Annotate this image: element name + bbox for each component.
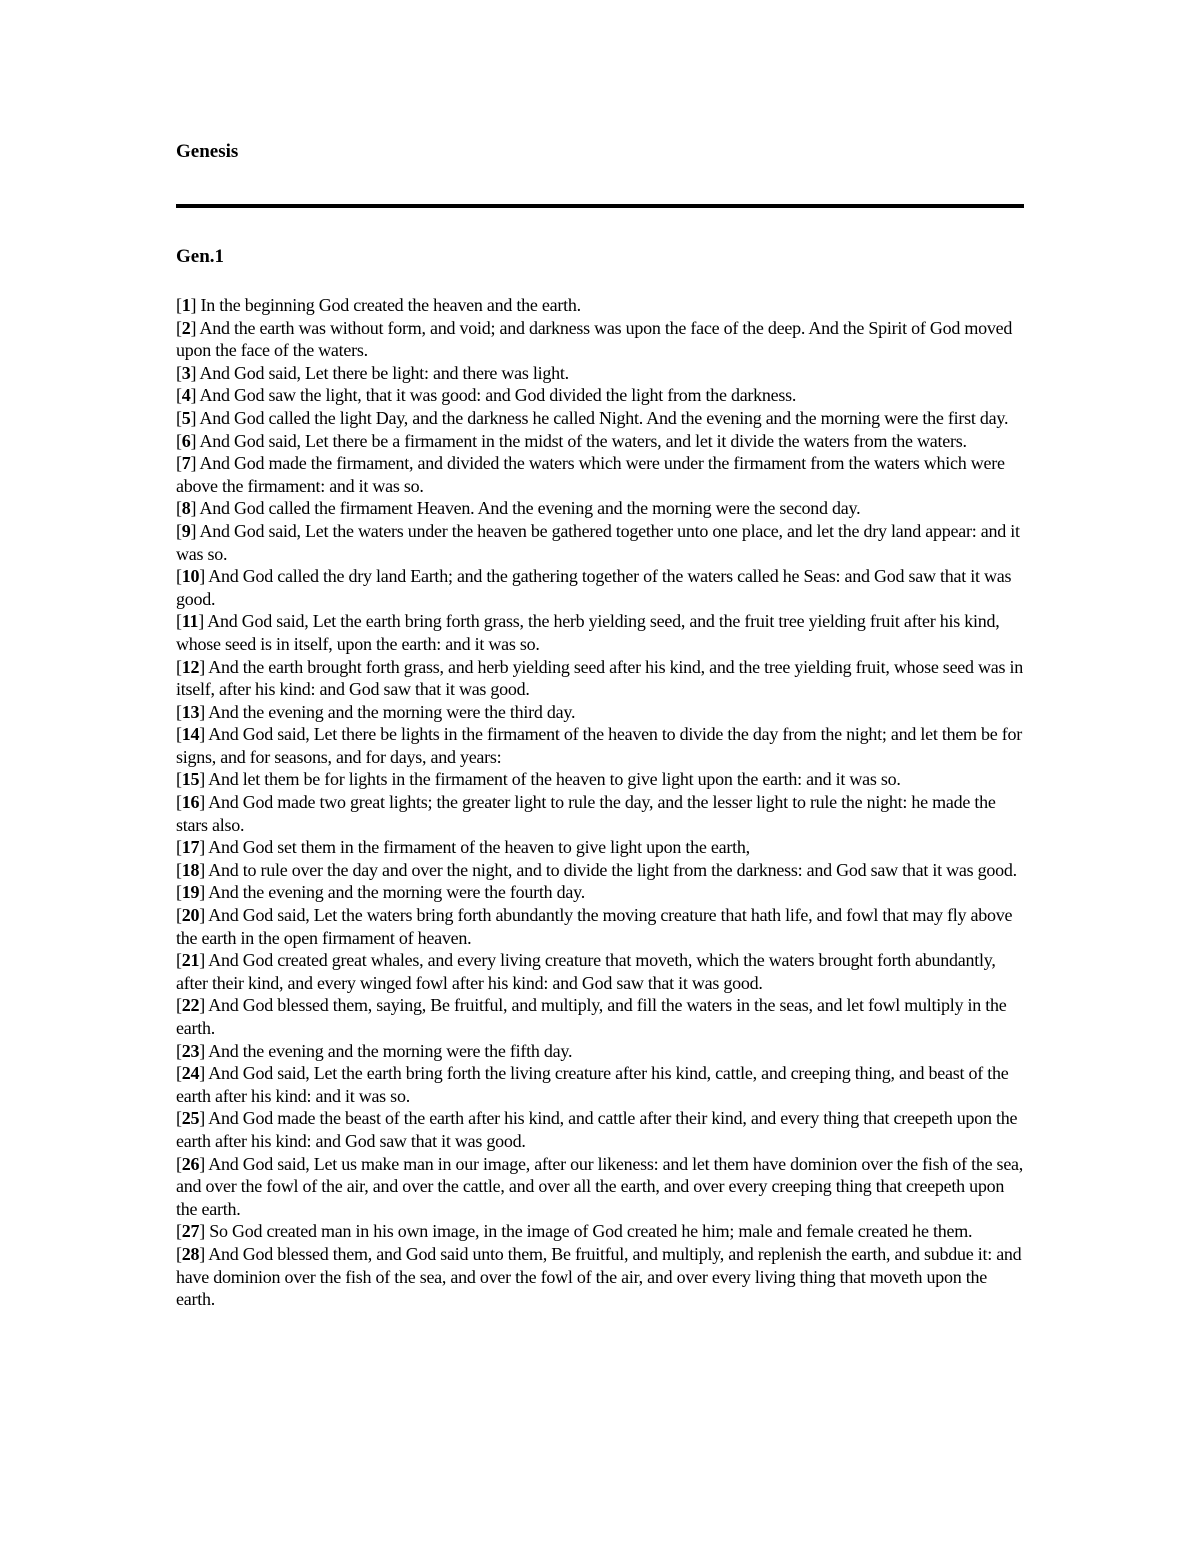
verse-number: 28: [181, 1243, 200, 1264]
verse-text: In the beginning God created the heaven and the earth.: [200, 295, 581, 315]
verse-number: 5: [181, 407, 191, 428]
verse-text: And God made the firmament, and divided the waters which were under the firmament from the waters which were above the firmament: and it was so.: [176, 453, 1005, 496]
verse: [14] And God said, Let there be lights in the firmament of the heaven to divide the day from the night; and let them be for signs, and for seasons, and for days, and years:: [176, 724, 1023, 767]
verse: [27] So God created man in his own image, in the image of God created he him; male and female created he them.: [176, 1221, 973, 1242]
verse: [20] And God said, Let the waters bring forth abundantly the moving creature that hath life, and fowl that may fly above the earth in the open firmament of heaven.: [176, 905, 1013, 948]
verse: [26] And God said, Let us make man in our image, after our likeness: and let them have dominion over the fish of the sea, and over the fowl of the air, and over the cattle, and over all the earth, and over every creeping thing that creepeth upon the earth.: [176, 1153, 1024, 1219]
verse-text: And God said, Let there be light: and there was light.: [199, 362, 569, 383]
verse: [22] And God blessed them, saying, Be fruitful, and multiply, and fill the waters in the seas, and let fowl multiply in the earth.: [176, 995, 1007, 1038]
verse: [5] And God called the light Day, and the darkness he called Night. And the evening and the morning were the first day.: [176, 407, 1009, 428]
verse: [21] And God created great whales, and every living creature that moveth, which the waters brought forth abundantly, after their kind, and every winged fowl after his kind: and God saw that it was good.: [176, 950, 996, 993]
verse-number: 22: [181, 995, 200, 1016]
verse-number: 10: [181, 566, 200, 587]
verse-number: 23: [181, 1040, 200, 1061]
verse: [17] And God set them in the firmament of the heaven to give light upon the earth,: [176, 837, 750, 858]
verse-text: And God blessed them, and God said unto them, Be fruitful, and multiply, and replenish the earth, and subdue it: and have dominion over the fish of the sea, and over the fowl of the air, and over every living thing that moveth upon the earth.: [176, 1243, 1022, 1310]
book-title: Genesis: [176, 141, 239, 162]
verse-text: And the evening and the morning were the fifth day.: [208, 1040, 573, 1061]
verse: [10] And God called the dry land Earth; and the gathering together of the waters called he Seas: and God saw that it was good.: [176, 566, 1012, 609]
verse-number: 16: [181, 792, 200, 813]
verse-text: And God set them in the firmament of the heaven to give light upon the earth,: [208, 837, 750, 858]
verse-number: 7: [181, 453, 191, 474]
verse-number: 20: [181, 905, 200, 926]
verse-text: And the evening and the morning were the fourth day.: [208, 882, 585, 903]
verse-number: 26: [181, 1153, 200, 1174]
verse: [28] And God blessed them, and God said unto them, Be fruitful, and multiply, and replenish the earth, and subdue it: and have dominion over the fish of the sea, and over the fowl of the air, and over every living thing that moveth upon the earth.: [176, 1243, 1022, 1310]
verse: [3] And God said, Let there be light: and there was light.: [176, 362, 569, 383]
verse-text: And to rule over the day and over the night, and to divide the light from the darkness: and God saw that it was good.: [208, 859, 1017, 880]
verse: [6] And God said, Let there be a firmament in the midst of the waters, and let it divide the waters from the waters.: [176, 430, 967, 451]
verse-number: 1: [181, 295, 191, 315]
verse-number: 2: [181, 317, 191, 338]
verse-number: 8: [181, 498, 191, 519]
verse: [7] And God made the firmament, and divided the waters which were under the firmament from the waters which were above the firmament: and it was so.: [176, 453, 1005, 496]
verse-number: 12: [181, 656, 200, 677]
verse: [15] And let them be for lights in the firmament of the heaven to give light upon the earth: and it was so.: [176, 769, 901, 790]
verse: [4] And God saw the light, that it was good: and God divided the light from the darkness.: [176, 385, 797, 406]
verse-number: 13: [181, 701, 200, 722]
verse: [2] And the earth was without form, and void; and darkness was upon the face of the deep. And the Spirit of God moved upon the face of the waters.: [176, 317, 1013, 361]
verse-number: 27: [181, 1221, 200, 1242]
verse: [16] And God made two great lights; the greater light to rule the day, and the lesser light to rule the night: he made the stars also.: [176, 792, 996, 835]
verse-number: 25: [181, 1108, 200, 1129]
verse-text: And God said, Let the waters under the heaven be gathered together unto one place, and let the dry land appear: and it was so.: [176, 520, 1020, 564]
verse-text: And God said, Let the earth bring forth grass, the herb yielding seed, and the fruit tree yielding fruit after his kind, whose seed is in itself, upon the earth: and it was so.: [176, 611, 1000, 654]
chapter-title: Gen.1: [176, 246, 225, 267]
horizontal-rule: [176, 204, 1024, 208]
verse-text: And God called the firmament Heaven. And the evening and the morning were the second day.: [199, 498, 861, 519]
verse-number: 19: [181, 882, 200, 903]
verse-text: And the evening and the morning were the third day.: [208, 701, 576, 722]
verse: [23] And the evening and the morning were the fifth day.: [176, 1040, 573, 1061]
verse-text: And God made the beast of the earth after his kind, and cattle after their kind, and every thing that creepeth upon the earth after his kind: and God saw that it was good.: [176, 1108, 1018, 1151]
verse: [19] And the evening and the morning were the fourth day.: [176, 882, 585, 903]
verse: [8] And God called the firmament Heaven. And the evening and the morning were the second day.: [176, 498, 861, 519]
verse-text: And God made two great lights; the greater light to rule the day, and the lesser light to rule the night: he made the stars also.: [176, 792, 996, 835]
verse-text: And God said, Let the earth bring forth the living creature after his kind, cattle, and creeping thing, and beast of the earth after his kind: and it was so.: [176, 1063, 1009, 1106]
verse: [1] In the beginning God created the heaven and the earth.: [176, 295, 581, 315]
verse: [13] And the evening and the morning were the third day.: [176, 701, 576, 722]
verse-number: 21: [181, 950, 200, 971]
verse-text: So God created man in his own image, in the image of God created he him; male and female created he them.: [209, 1221, 973, 1242]
verse-number: 24: [181, 1063, 200, 1084]
verse: [12] And the earth brought forth grass, and herb yielding seed after his kind, and the tree yielding fruit, whose seed was in itself, after his kind: and God saw that it was good.: [176, 656, 1024, 700]
verse-number: 4: [181, 385, 191, 406]
verse: [11] And God said, Let the earth bring forth grass, the herb yielding seed, and the fruit tree yielding fruit after his kind, whose seed is in itself, upon the earth: and it was so.: [176, 611, 1000, 654]
verse-text: And God created great whales, and every living creature that moveth, which the waters brought forth abundantly, after their kind, and every winged fowl after his kind: and God saw that it was good.: [176, 950, 996, 993]
verse: [25] And God made the beast of the earth after his kind, and cattle after their kind, and every thing that creepeth upon the earth after his kind: and God saw that it was good.: [176, 1108, 1018, 1151]
verse: [18] And to rule over the day and over the night, and to divide the light from the darkness: and God saw that it was good.: [176, 859, 1017, 880]
verse-number: 6: [181, 430, 191, 451]
verse-text: And God blessed them, saying, Be fruitful, and multiply, and fill the waters in the seas, and let fowl multiply in the earth.: [176, 995, 1007, 1038]
verse-text: And God said, Let there be lights in the firmament of the heaven to divide the day from the night; and let them be for signs, and for seasons, and for days, and years:: [176, 724, 1023, 767]
verse-text: And God said, Let the waters bring forth abundantly the moving creature that hath life, and fowl that may fly above the earth in the open firmament of heaven.: [176, 905, 1013, 948]
verse-text: And God called the dry land Earth; and the gathering together of the waters called he Seas: and God saw that it was good.: [176, 566, 1012, 609]
verse: [9] And God said, Let the waters under the heaven be gathered together unto one place, and let the dry land appear: and it was so.: [176, 520, 1020, 564]
verse-text: And God saw the light, that it was good: and God divided the light from the darkness.: [199, 385, 797, 406]
verse-number: 15: [181, 769, 200, 790]
verse-text: And let them be for lights in the firmament of the heaven to give light upon the earth: and it was so.: [208, 769, 901, 790]
verse-number: 9: [181, 520, 191, 541]
verse-list: [176, 294, 1024, 1311]
verse-number: 17: [181, 837, 200, 858]
verse-number: 18: [181, 859, 200, 880]
verse-text: And the earth brought forth grass, and herb yielding seed after his kind, and the tree yielding fruit, whose seed was in itself, after his kind: and God saw that it was good.: [176, 656, 1024, 700]
document-page: [176, 140, 1024, 1311]
verse-text: And God said, Let there be a firmament in the midst of the waters, and let it divide the waters from the waters.: [199, 430, 967, 451]
verse-text: And God called the light Day, and the darkness he called Night. And the evening and the morning were the first day.: [199, 407, 1009, 428]
verse: [24] And God said, Let the earth bring forth the living creature after his kind, cattle, and creeping thing, and beast of the earth after his kind: and it was so.: [176, 1063, 1009, 1106]
verse-number: 14: [181, 724, 200, 745]
verse-text: And God said, Let us make man in our image, after our likeness: and let them have dominion over the fish of the sea, and over the fowl of the air, and over the cattle, and over all the earth, and over every creeping thing that creepeth upon the earth.: [176, 1153, 1024, 1219]
verse-number: 11: [181, 611, 199, 632]
verse-text: And the earth was without form, and void; and darkness was upon the face of the deep. And the Spirit of God moved upon the face of the waters.: [176, 317, 1013, 361]
verse-number: 3: [181, 362, 191, 383]
